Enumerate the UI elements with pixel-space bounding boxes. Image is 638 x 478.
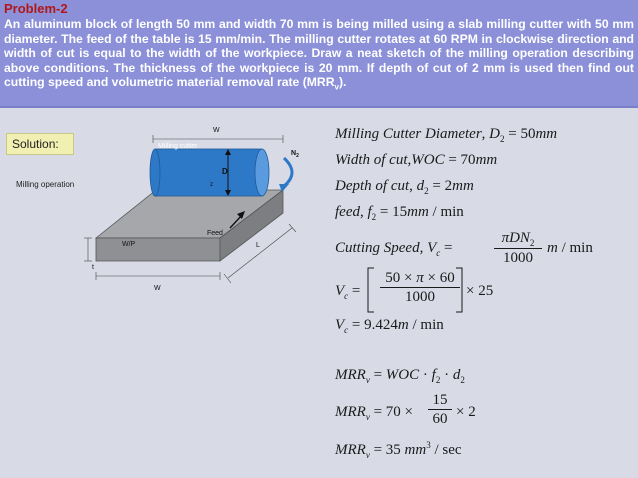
eq-mrr-result: $MRR_v = 35$ $mm^3$ / sec (335, 440, 462, 460)
problem-title: Problem-2 (4, 1, 68, 16)
eq-vc-result: $V_c = 9.424m / \min$ (335, 317, 444, 335)
sketch-label-w-top: W (213, 127, 220, 134)
sketch-label-w-bottom: W (154, 285, 161, 292)
problem-header (0, 0, 638, 108)
sketch-label-n2: $N_2$ (291, 150, 299, 159)
eq-cutting-speed-fraction: πDN$_2$ 1000 (494, 230, 542, 267)
eq-mrr-multiplier: × 2 (456, 404, 476, 420)
solution-label: Solution: (6, 133, 74, 155)
eq-mrr-substitution: $MRR_v = 70$ × (335, 404, 413, 422)
sketch-label-d: D (222, 167, 228, 176)
problem-statement: An aluminum block of length 50 mm and width 70 mm is being milled using a slab milling cutter with 50 mm diameter. The feed of the table is 15 mm/min. The milling cutter rotates at 60 RPM in clockwise direction and width of cut is equal to the width of the workpiece. Draw a neat sketch of the milling operation describing above conditions. The thickness of the workpiece is 20 mm. If depth of cut of 2 mm is used then find out cutting speed and volumetric material removal rate $(MRR_v)$. (4, 17, 634, 92)
sketch-label-cutter: Milling cutter (158, 143, 198, 150)
sketch-label-z: z (210, 182, 213, 188)
eq-woc: Width of cut,WOC = 70mm (335, 152, 498, 168)
sketch-label-l: L (256, 242, 260, 249)
milling-operation-label: Milling operation (16, 180, 75, 189)
sketch-label-wp: W/P (122, 241, 136, 248)
eq-depth: Depth of cut, $d_2 = 2mm$ (335, 178, 474, 196)
eq-mrr-formula: $MRR_v$ = WOC · $f_2 \cdot d_2$ (335, 367, 465, 385)
eq-cutting-speed-label: Cutting Speed, $V_c$ = (335, 240, 453, 258)
eq-vc-label: $V_c$ = (335, 283, 361, 301)
eq-cutting-speed-unit: m / min (547, 240, 593, 256)
sketch-label-t: t (92, 264, 94, 271)
eq-diameter: Milling Cutter Diameter, $D_2 = 50mm$ (335, 126, 558, 144)
eq-feed: feed, $f_2 = 15mm / \min$ (335, 204, 464, 222)
eq-mrr-fraction: $\frac{15}{60}$ (428, 392, 452, 428)
eq-vc-multiplier: × 25 (466, 283, 494, 299)
sketch-label-feed: Feed (207, 230, 223, 237)
eq-vc-fraction: $\frac{50 \times \pi \times 60}{1000}$ (380, 270, 460, 306)
milling-sketch (60, 118, 320, 303)
